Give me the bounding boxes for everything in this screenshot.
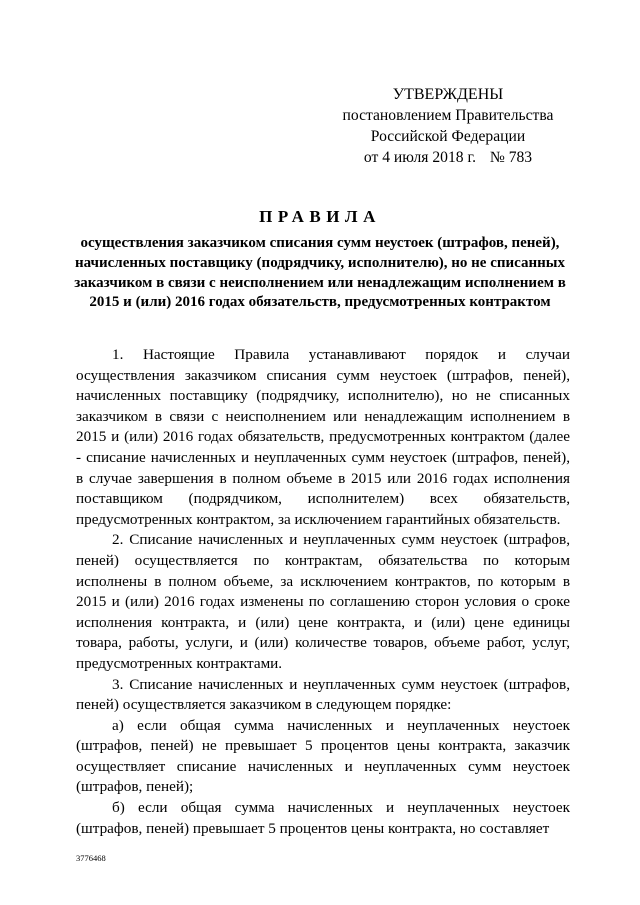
document-body [76,345,570,839]
paragraph-3a: а) если общая сумма начисленных и неуплаченных неустоек (штрафов, пеней) не превышает 5 процентов цены контракта, заказчик осуществляет списание начисленных и неуплаченных сумм неустоек (штрафов, пеней); [76,716,570,796]
approval-date: от 4 июля 2018 г. [363,149,476,166]
approval-line-2: Российской Федерации [370,128,526,145]
document-subtitle: осуществления заказчиком списания сумм неустоек (штрафов, пеней), начисленных поставщику (подрядчику, исполнителю), но не списанных заказчиком в связи с неисполнением или ненадлежащим исполнением в 2015 и (или) 2016 годах обязательств, предусмотренных контрактом [74,235,566,311]
approval-heading: УТВЕРЖДЕНЫ [392,86,504,103]
paragraph-1: 1. Настоящие Правила устанавливают порядок и случаи осуществления заказчиком списания сумм неустоек (штрафов, пеней), начисленных поставщику (подрядчику, исполнителю), но не списанных заказчиком в связи с неисполнением или ненадлежащим исполнением в 2015 и (или) 2016 годах обязательств, предусмотренных контрактом (далее - списание начисленных и неуплаченных сумм неустоек (штрафов, пеней), в случае завершения в полном объеме в 2015 или 2016 годах исполнения поставщиком (подрядчиком, исполнителем) всех обязательств, предусмотренных контрактом, за исключением гарантийных обязательств. [76,346,570,528]
paragraph-3: 3. Списание начисленных и неуплаченных сумм неустоек (штрафов, пеней) осуществляется заказчиком в следующем порядке: [76,675,570,714]
document-title: ПРАВИЛА [259,207,381,226]
paragraph-3b: б) если общая сумма начисленных и неуплаченных неустоек (штрафов, пеней) превышает 5 процентов цены контракта, но составляет [76,799,570,837]
approval-number: 783 [508,149,533,166]
paragraph-2: 2. Списание начисленных и неуплаченных сумм неустоек (штрафов, пеней) осуществляется по контрактам, обязательства по которым исполнены в полном объеме, за исключением контрактов, по которым в 2015 и (или) 2016 годах изменены по соглашению сторон условия о сроке исполнения контракта, и (или) цене контракта, и (или) цене единицы товара, работы, услуги, и (или) количестве товаров, объеме работ, услуг, предусмотренных контрактами. [76,531,570,672]
approval-number-sign: № [489,149,505,166]
footer-code: 3776468 [76,853,106,863]
approval-line-1: постановлением Правительства [342,107,554,124]
approval-date-line [318,147,578,168]
approval-block [318,84,578,168]
